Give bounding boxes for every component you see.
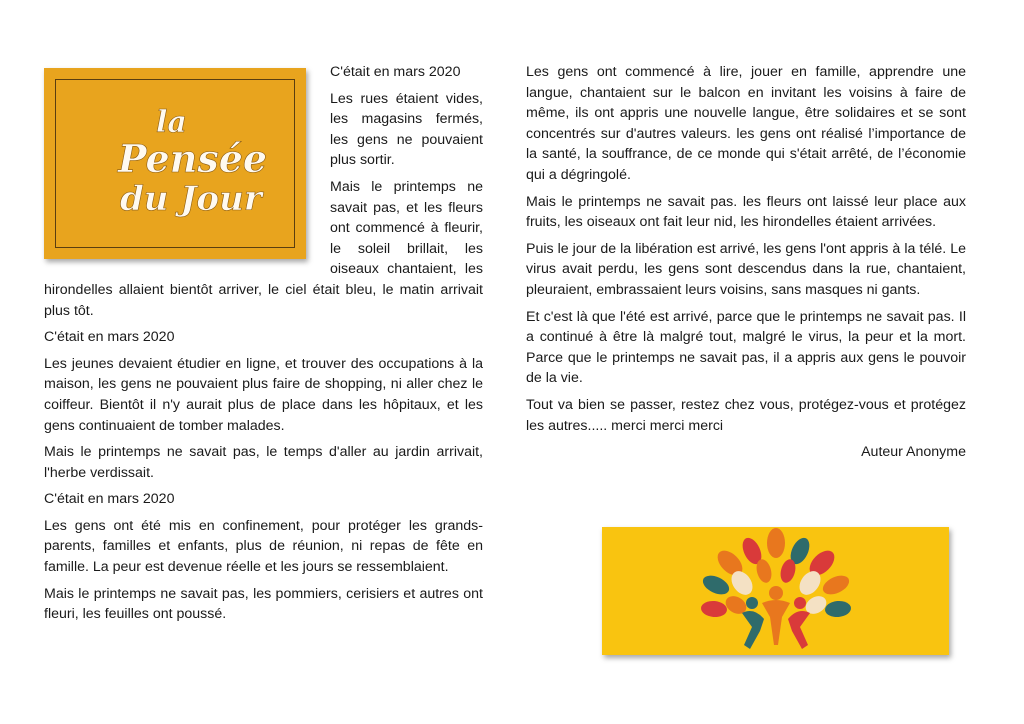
right-column <box>526 62 966 469</box>
tree-illustration-card <box>602 527 949 655</box>
logo-lettering <box>44 68 306 259</box>
logo-word-pensee: Pensée <box>118 136 268 181</box>
paragraph: C'était en mars 2020 <box>44 329 175 346</box>
paragraph: Mais le printemps ne savait pas, et les fleurs ont commencé à fleurir, le soleil brillait, les oiseaux chantaient, les hirondelles allaient bientôt arriver, le ciel était bleu, le matin arrivait plus tôt. <box>44 178 483 319</box>
paragraph: Les rues étaient vides, les magasins fermés, les gens ne pouvaient plus sortir. <box>330 90 483 169</box>
logo-word-la: la <box>156 105 187 140</box>
paragraph: Mais le printemps ne savait pas. les fleurs ont laissé leur place aux fruits, les oiseaux ont fait leur nid, les hirondelles étaient arrivées. <box>526 193 966 231</box>
paragraph: C'était en mars 2020 <box>330 64 461 80</box>
paragraph: Mais le printemps ne savait pas, le temps d'aller au jardin arrivait, l'herbe verdissait. <box>44 444 483 481</box>
paragraph: Les gens ont été mis en confinement, pour protéger les grands-parents, familles et enfants, plus de réunion, ni repas de fête en famille. La peur est devenue réelle et les jours se ressemblaient. <box>44 517 483 576</box>
paragraph: Et c'est là que l'été est arrivé, parce que le printemps ne savait pas. Il a continué à être là malgré tout, malgré le virus, la peur et la mort. Parce que le printemps ne savait pas, il a appris aux gens le pouvoir de la vie. <box>526 308 966 387</box>
paragraph: Mais le printemps ne savait pas, les pommiers, cerisiers et autres ont fleuri, les feuilles ont poussé. <box>44 585 483 623</box>
left-column <box>44 62 483 631</box>
paragraph: Les gens ont commencé à lire, jouer en famille, apprendre une langue, chantaient sur le balcon en invitant les voisins à faire de même, ils ont appris une nouvelle langue, être solidaires et se sont concentrés sur d'autres valeurs. les gens ont réalisé l’importance de la santé, la souffrance, de ce monde qui s'était arrêté, de l’économie qui a dégringolé. <box>526 64 966 183</box>
paragraph: Tout va bien se passer, restez chez vous, protégez-vous et protégez les autres..... merci merci merci <box>526 396 966 434</box>
pensee-du-jour-logo <box>44 68 306 259</box>
paragraph: Puis le jour de la libération est arrivé, les gens l'ont appris à la télé. Le virus avait perdu, les gens sont descendus dans la rue, chantaient, pleuraient, embrassaient leurs voisins, sans masques ni gants. <box>526 240 966 298</box>
paragraph: C'était en mars 2020 <box>44 491 175 508</box>
logo-word-du-jour: du Jour <box>120 179 262 219</box>
paragraph: Les jeunes devaient étudier en ligne, et trouver des occupations à la maison, les gens ne pouvaient plus faire de shopping, ni aller chez le coiffeur. Bientôt il n'y aurait plus de place dans les hôpitaux, et les gens continuaient de tomber malades. <box>44 355 483 434</box>
author-signature: Auteur Anonyme <box>861 444 966 461</box>
tree-icon <box>602 527 949 655</box>
